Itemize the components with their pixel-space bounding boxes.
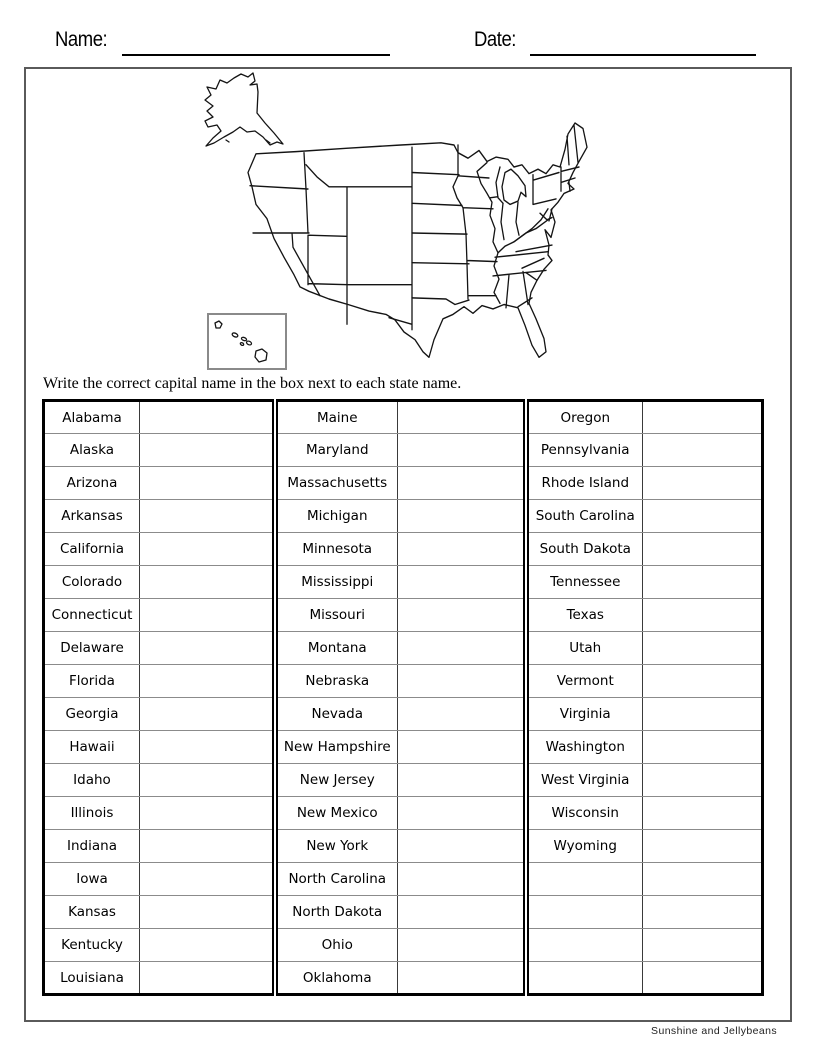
state-name-cell: Oregon: [526, 401, 643, 434]
state-name-cell: Washington: [526, 731, 643, 764]
capital-answer-cell[interactable]: [398, 665, 526, 698]
state-name-cell: Nevada: [275, 698, 398, 731]
date-input-line[interactable]: [530, 54, 756, 56]
capital-answer-cell[interactable]: [140, 896, 275, 929]
capital-answer-cell[interactable]: [140, 500, 275, 533]
capital-answer-cell[interactable]: [643, 962, 763, 995]
state-name-cell: Wyoming: [526, 830, 643, 863]
capital-answer-cell[interactable]: [643, 863, 763, 896]
table-row: [44, 401, 763, 434]
state-name-cell: Florida: [44, 665, 140, 698]
state-name-cell: California: [44, 533, 140, 566]
capital-answer-cell[interactable]: [643, 566, 763, 599]
capital-answer-cell[interactable]: [140, 929, 275, 962]
capital-answer-cell[interactable]: [140, 764, 275, 797]
table-row: [44, 599, 763, 632]
state-name-cell: Kansas: [44, 896, 140, 929]
capital-answer-cell[interactable]: [398, 929, 526, 962]
capital-answer-cell[interactable]: [140, 632, 275, 665]
table-row: [44, 434, 763, 467]
state-name-cell: Alaska: [44, 434, 140, 467]
state-name-cell: Georgia: [44, 698, 140, 731]
capital-answer-cell[interactable]: [140, 599, 275, 632]
state-name-cell: New York: [275, 830, 398, 863]
state-name-cell: Colorado: [44, 566, 140, 599]
credit-text: Sunshine and Jellybeans: [651, 1025, 777, 1037]
capital-answer-cell[interactable]: [643, 632, 763, 665]
map-alaska: [205, 73, 283, 146]
state-name-cell: Arizona: [44, 467, 140, 500]
capital-answer-cell[interactable]: [643, 500, 763, 533]
state-name-cell: New Hampshire: [275, 731, 398, 764]
capital-answer-cell[interactable]: [643, 434, 763, 467]
capital-answer-cell[interactable]: [140, 434, 275, 467]
state-name-cell: Missouri: [275, 599, 398, 632]
state-name-cell: Hawaii: [44, 731, 140, 764]
capital-answer-cell[interactable]: [643, 929, 763, 962]
state-name-cell: Tennessee: [526, 566, 643, 599]
capital-answer-cell[interactable]: [643, 896, 763, 929]
state-name-cell: Nebraska: [275, 665, 398, 698]
capital-answer-cell[interactable]: [643, 533, 763, 566]
state-name-cell: [526, 962, 643, 995]
state-name-cell: North Dakota: [275, 896, 398, 929]
capital-answer-cell[interactable]: [140, 962, 275, 995]
capital-answer-cell[interactable]: [643, 797, 763, 830]
state-name-cell: Indiana: [44, 830, 140, 863]
state-name-cell: South Carolina: [526, 500, 643, 533]
capital-answer-cell[interactable]: [398, 599, 526, 632]
capital-answer-cell[interactable]: [398, 896, 526, 929]
capital-answer-cell[interactable]: [643, 665, 763, 698]
instruction-text: Write the correct capital name in the box next to each state name.: [43, 375, 462, 392]
table-row: [44, 533, 763, 566]
states-capitals-table: [42, 399, 764, 996]
name-label: Name:: [55, 28, 108, 51]
state-name-cell: New Jersey: [275, 764, 398, 797]
capital-answer-cell[interactable]: [643, 731, 763, 764]
capital-answer-cell[interactable]: [643, 401, 763, 434]
state-name-cell: Montana: [275, 632, 398, 665]
state-name-cell: [526, 863, 643, 896]
capital-answer-cell[interactable]: [140, 467, 275, 500]
state-name-cell: Pennsylvania: [526, 434, 643, 467]
state-name-cell: Delaware: [44, 632, 140, 665]
table-row: [44, 830, 763, 863]
name-date-row: [0, 28, 816, 62]
state-name-cell: Alabama: [44, 401, 140, 434]
capital-answer-cell[interactable]: [398, 698, 526, 731]
table-row: [44, 467, 763, 500]
table-row: [44, 929, 763, 962]
capital-answer-cell[interactable]: [398, 401, 526, 434]
capital-answer-cell[interactable]: [398, 632, 526, 665]
state-name-cell: Virginia: [526, 698, 643, 731]
capital-answer-cell[interactable]: [140, 863, 275, 896]
state-name-cell: Vermont: [526, 665, 643, 698]
date-label: Date:: [474, 28, 516, 51]
capital-answer-cell[interactable]: [140, 797, 275, 830]
capital-answer-cell[interactable]: [398, 731, 526, 764]
state-name-cell: Connecticut: [44, 599, 140, 632]
state-name-cell: New Mexico: [275, 797, 398, 830]
capital-answer-cell[interactable]: [398, 434, 526, 467]
table-row: [44, 500, 763, 533]
state-name-cell: Minnesota: [275, 533, 398, 566]
table-row: [44, 698, 763, 731]
state-name-cell: Utah: [526, 632, 643, 665]
capital-answer-cell[interactable]: [643, 698, 763, 731]
state-name-cell: Maryland: [275, 434, 398, 467]
state-name-cell: Texas: [526, 599, 643, 632]
table-row: [44, 764, 763, 797]
capital-answer-cell[interactable]: [643, 764, 763, 797]
state-name-cell: South Dakota: [526, 533, 643, 566]
name-input-line[interactable]: [122, 54, 390, 56]
capital-answer-cell[interactable]: [140, 665, 275, 698]
table-row: [44, 896, 763, 929]
us-states-outline-map: [196, 70, 601, 370]
state-name-cell: North Carolina: [275, 863, 398, 896]
table-row: [44, 731, 763, 764]
capital-answer-cell[interactable]: [398, 764, 526, 797]
state-name-cell: Kentucky: [44, 929, 140, 962]
map-hawaii-inset: [208, 314, 286, 369]
state-name-cell: Iowa: [44, 863, 140, 896]
capital-answer-cell[interactable]: [398, 797, 526, 830]
state-name-cell: Wisconsin: [526, 797, 643, 830]
table-row: [44, 962, 763, 995]
state-name-cell: Louisiana: [44, 962, 140, 995]
state-name-cell: Maine: [275, 401, 398, 434]
table-row: [44, 665, 763, 698]
capital-answer-cell[interactable]: [140, 566, 275, 599]
capital-answer-cell[interactable]: [398, 533, 526, 566]
capital-answer-cell[interactable]: [140, 731, 275, 764]
capital-answer-cell[interactable]: [398, 830, 526, 863]
worksheet-frame: [24, 67, 792, 1022]
capital-answer-cell[interactable]: [140, 533, 275, 566]
state-name-cell: Ohio: [275, 929, 398, 962]
capital-answer-cell[interactable]: [398, 467, 526, 500]
state-name-cell: West Virginia: [526, 764, 643, 797]
state-name-cell: Illinois: [44, 797, 140, 830]
map-contiguous-us: [248, 123, 587, 357]
capital-answer-cell[interactable]: [140, 401, 275, 434]
state-name-cell: [526, 896, 643, 929]
table-row: [44, 632, 763, 665]
state-name-cell: Arkansas: [44, 500, 140, 533]
capital-answer-cell[interactable]: [643, 467, 763, 500]
table-row: [44, 797, 763, 830]
capital-answer-cell[interactable]: [140, 698, 275, 731]
capital-answer-cell[interactable]: [398, 500, 526, 533]
capital-answer-cell[interactable]: [643, 599, 763, 632]
state-name-cell: Michigan: [275, 500, 398, 533]
state-name-cell: Idaho: [44, 764, 140, 797]
table-row: [44, 863, 763, 896]
capital-answer-cell[interactable]: [643, 830, 763, 863]
state-name-cell: Mississippi: [275, 566, 398, 599]
capital-answer-cell[interactable]: [398, 566, 526, 599]
state-name-cell: Oklahoma: [275, 962, 398, 995]
capital-answer-cell[interactable]: [140, 830, 275, 863]
capital-answer-cell[interactable]: [398, 863, 526, 896]
state-name-cell: Massachusetts: [275, 467, 398, 500]
table-row: [44, 566, 763, 599]
state-name-cell: Rhode Island: [526, 467, 643, 500]
state-name-cell: [526, 929, 643, 962]
capital-answer-cell[interactable]: [398, 962, 526, 995]
states-table-body: [44, 401, 763, 995]
